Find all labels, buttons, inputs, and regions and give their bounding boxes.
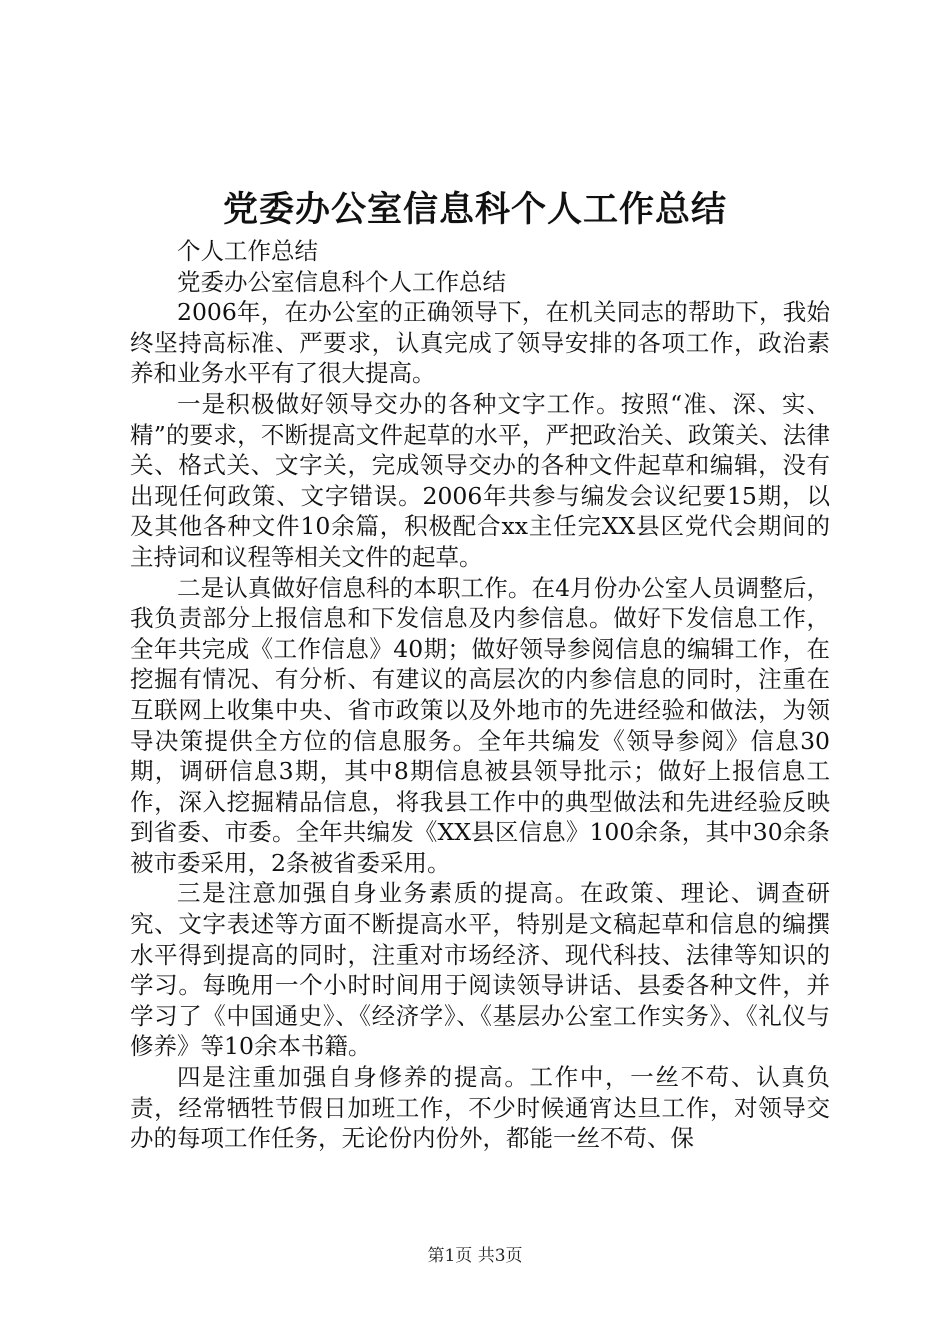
paragraph-intro: 2006年，在办公室的正确领导下，在机关同志的帮助下，我始终坚持高标准、严要求，认真完成了领导安排的各项工作，政治素养和业务水平有了很大提高。 — [130, 298, 830, 388]
paragraph-item-1: 一是积极做好领导交办的各种文字工作。按照“准、深、实、精”的要求，不断提高文件起草的水平，严把政治关、政策关、法律关、格式关、文字关，完成领导交办的各种文件起草和编辑，没有出现任何政策、文字错误。2006年共参与编发会议纪要15期，以及其他各种文件10余篇，积极配合xx主任完XX县区党代会期间的主持词和议程等相关文件的起草。 — [130, 389, 830, 571]
paragraph-heading: 党委办公室信息科个人工作总结 — [177, 267, 506, 296]
page-footer: 第1页 共3页 — [427, 1246, 523, 1266]
paragraph-item-3: 三是注意加强自身业务素质的提高。在政策、理论、调查研究、文字表述等方面不断提高水平，特别是文稿起草和信息的编撰水平得到提高的同时，注重对市场经济、现代科技、法律等知识的学习。每晚用一个小时时间用于阅读领导讲话、县委各种文件，并学习了《中国通史》、《经济学》、《基层办公室工作实务》、《礼仪与修养》等10余本书籍。 — [130, 879, 830, 1061]
document-body — [130, 236, 830, 1154]
paragraph-item-2: 二是认真做好信息科的本职工作。在4月份办公室人员调整后，我负责部分上报信息和下发信息及内参信息。做好下发信息工作，全年共完成《工作信息》40期；做好领导参阅信息的编辑工作，在挖掘有情况、有分析、有建议的高层次的内参信息的同时，注重在互联网上收集中央、省市政策以及外地市的先进经验和做法，为领导决策提供全方位的信息服务。全年共编发《领导参阅》信息30期，调研信息3期，其中8期信息被县领导批示；做好上报信息工作，深入挖掘精品信息，将我县工作中的典型做法和先进经验反映到省委、市委。全年共编发《XX县区信息》100余条，其中30余条被市委采用，2条被省委采用。 — [130, 573, 830, 877]
document-title: 党委办公室信息科个人工作总结 — [222, 189, 727, 230]
paragraph-subtitle: 个人工作总结 — [177, 237, 318, 265]
paragraph-item-4: 四是注重加强自身修养的提高。工作中，一丝不苟、认真负责，经常牺牲节假日加班工作，不少时候通宵达旦工作，对领导交办的每项工作任务，无论份内份外，都能一丝不苟、保 — [130, 1063, 830, 1153]
